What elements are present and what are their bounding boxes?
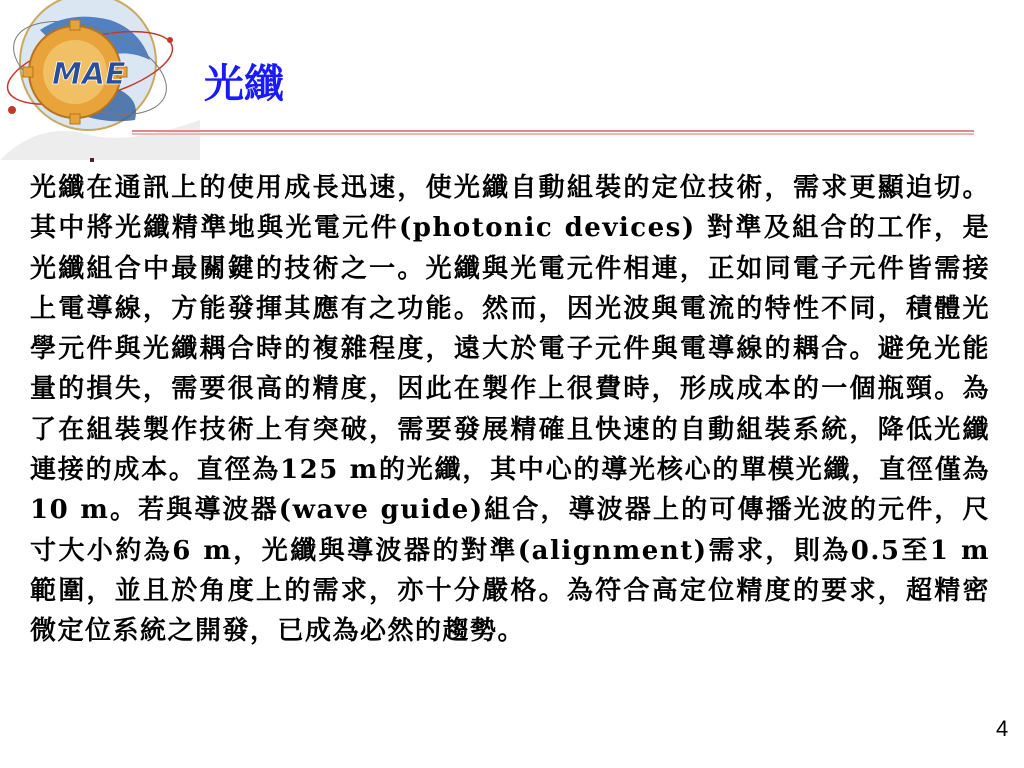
title-divider (132, 130, 974, 136)
page-number: 4 (996, 716, 1009, 741)
bullet-marker (90, 158, 94, 162)
slide-title: 光纖 (204, 60, 284, 107)
mae-logo (0, 0, 200, 160)
body-paragraph: 光纖在通訊上的使用成長迅速，使光纖自動組裝的定位技術，需求更顯迫切。其中將光纖精準地與光電元件(photonic devices) 對準及組合的工作，是光纖組合中最關鍵的技術之一。光纖與光電元件相連，正如同電子元件皆需接上電導線，方能發揮其應有之功能。然而，因光波與電流的特性不同，積體光學元件與光纖耦合時的複雜程度，遠大於電子元件與電導線的耦合。避免光能量的損失，需要很高的精度，因此在製作上很費時，形成成本的一個瓶頸。為了在組裝製作技術上有突破，需要發展精確且快速的自動組裝系統，降低光纖連接的成本。直徑為125 m的光纖，其中心的導光核心的單模光纖，直徑僅為10 m。若與導波器(wave guide)組合，導波器上的可傳播光波的元件，尺寸大小約為6 m，光纖與導波器的對準(alignment)需求，則為0.5至1 m範圍，並且於角度上的需求，亦十分嚴格。為符合高定位精度的要求，超精密微定位系統之開發，已成為必然的趨勢。 (30, 173, 990, 647)
logo-text: MAE (52, 57, 126, 92)
